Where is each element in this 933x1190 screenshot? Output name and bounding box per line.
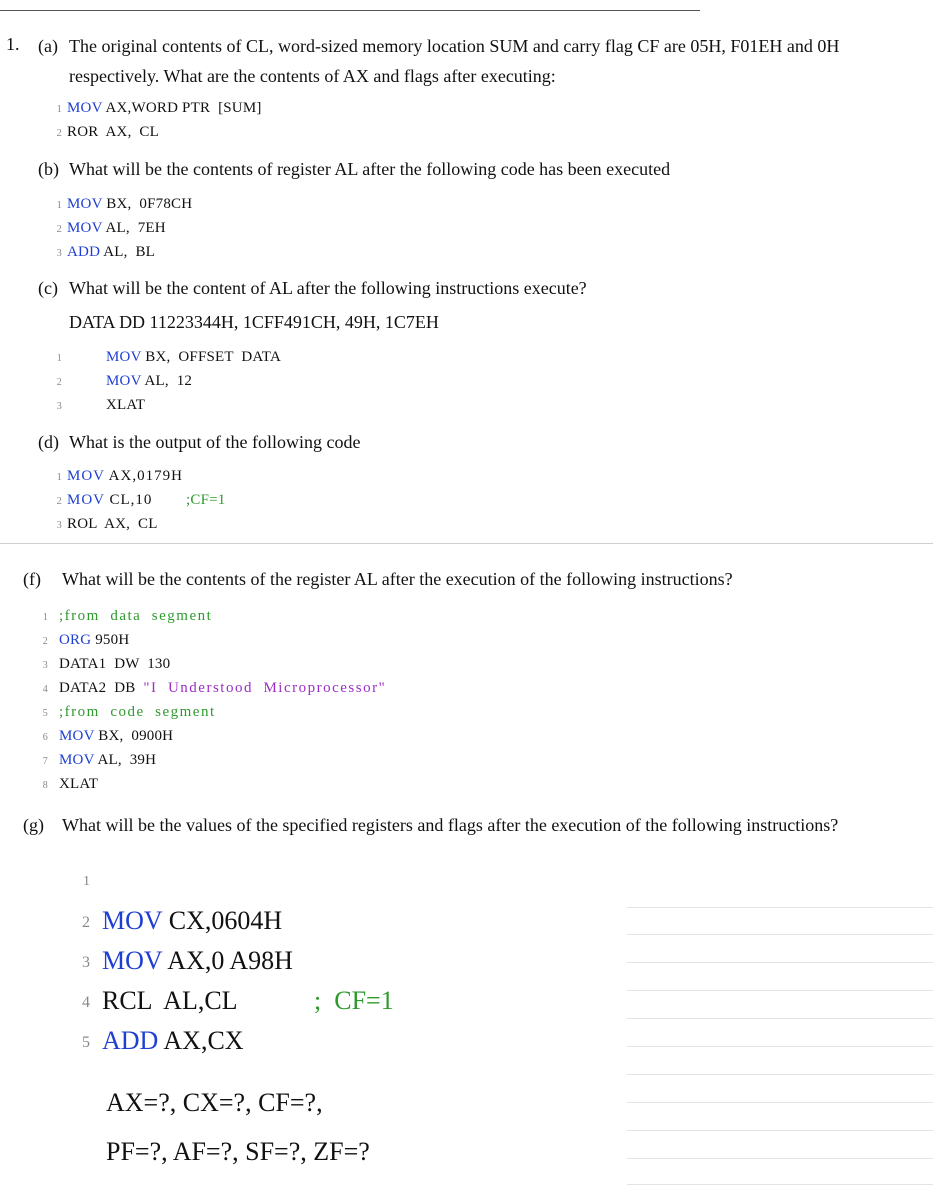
operands: AX,WORD PTR [SUM]: [102, 100, 262, 116]
operands: XLAT: [59, 776, 99, 792]
part-f-label: (f): [23, 569, 41, 589]
keyword: MOV: [59, 752, 95, 768]
line-number: 6: [42, 732, 48, 743]
line-number: 4: [82, 994, 90, 1011]
operands: CX,0604H: [162, 906, 283, 935]
keyword: MOV: [67, 468, 105, 484]
line-number: 2: [42, 636, 48, 647]
keyword: MOV: [67, 492, 105, 508]
code-line: [40, 194, 440, 214]
code-line: [30, 678, 530, 698]
comment: ; CF=1: [314, 986, 394, 1015]
line-number: 5: [82, 1034, 90, 1051]
string-literal: "I Understood Microprocessor": [143, 680, 387, 696]
line-number: 1: [83, 874, 90, 889]
code-line: [60, 906, 620, 942]
line-number: 8: [42, 780, 48, 791]
part-g-label: (g): [23, 815, 44, 835]
keyword: ADD: [67, 244, 101, 260]
answer-line: [627, 934, 933, 935]
operands: RCL AL,CL: [102, 986, 238, 1015]
code-line: [60, 1026, 620, 1062]
operands: DATA1 DW 130: [59, 656, 171, 672]
question-number: 1.: [6, 34, 20, 54]
line-number: 1: [42, 612, 48, 623]
code-line: [40, 218, 440, 238]
line-number: 3: [56, 248, 62, 259]
top-rule: [0, 10, 700, 11]
answer-line: [627, 1184, 933, 1185]
part-a-text-line1: The original contents of CL, word-sized memory location SUM and carry flag CF are 05H, F01EH and 0H: [69, 36, 840, 56]
operands: AL, 39H: [94, 752, 157, 768]
answer-line: [627, 962, 933, 963]
line-number: 3: [42, 660, 48, 671]
part-g-code: [60, 870, 620, 1080]
part-c-label: (c): [38, 278, 58, 298]
operands: AL, BL: [100, 244, 156, 260]
operands: ROL AX, CL: [67, 516, 158, 532]
answer-line: [627, 990, 933, 991]
answer-line: [627, 1046, 933, 1047]
code-line: [40, 242, 440, 262]
comment: ;CF=1: [186, 492, 226, 508]
keyword: MOV: [106, 349, 142, 365]
keyword: MOV: [67, 196, 103, 212]
code-line: [40, 347, 440, 367]
operands: DATA2 DB: [59, 680, 144, 696]
line-number: 1: [56, 472, 62, 483]
keyword: MOV: [102, 946, 163, 975]
part-c-code: [40, 347, 440, 415]
code-line: [30, 726, 530, 746]
operands: CL,10: [104, 492, 153, 508]
code-line: [30, 654, 530, 674]
line-number: 3: [56, 520, 62, 531]
operands: ROR AX, CL: [67, 124, 159, 140]
line-number: 1: [56, 353, 62, 364]
part-a-label: (a): [38, 36, 58, 56]
keyword: MOV: [59, 728, 95, 744]
code-line: [60, 946, 620, 982]
answer-line: [627, 1102, 933, 1103]
part-a-text-line2: respectively. What are the contents of AX and flags after executing:: [69, 66, 556, 86]
line-number: 5: [42, 708, 48, 719]
code-line: [30, 630, 530, 650]
answer-line: [627, 1158, 933, 1159]
part-g-text: What will be the values of the specified registers and flags after the execution of the following instructions?: [62, 815, 839, 835]
answer-line: [627, 907, 933, 908]
operands: BX, OFFSET DATA: [141, 349, 281, 365]
keyword: MOV: [102, 906, 163, 935]
code-line: [60, 986, 620, 1022]
keyword: MOV: [106, 373, 142, 389]
line-number: 2: [56, 128, 62, 139]
code-line: [40, 98, 440, 118]
comment: ;from data segment: [59, 608, 213, 624]
part-a-code: [40, 98, 440, 142]
code-line: [40, 395, 440, 415]
operands: AX,0179H: [104, 468, 183, 484]
line-number: 2: [82, 914, 90, 931]
line-number: 7: [42, 756, 48, 767]
line-number: 3: [56, 401, 62, 412]
operands: AX,CX: [158, 1026, 244, 1055]
operands: AL, 12: [141, 373, 193, 389]
operands: 950H: [91, 632, 130, 648]
part-d-code: [40, 466, 440, 534]
section-divider: [0, 543, 933, 544]
answer-line: [627, 1130, 933, 1131]
part-c-data-line: DATA DD 11223344H, 1CFF491CH, 49H, 1C7EH: [69, 312, 439, 332]
answer-line: [627, 1018, 933, 1019]
part-f-code: [30, 606, 530, 794]
keyword: MOV: [67, 100, 103, 116]
code-line: [40, 371, 440, 391]
part-c-text: What will be the content of AL after the following instructions execute?: [69, 278, 587, 298]
line-number: 1: [56, 200, 62, 211]
answer-line: [627, 1074, 933, 1075]
keyword: ORG: [59, 632, 92, 648]
part-g-answer-line2: PF=?, AF=?, SF=?, ZF=?: [106, 1137, 370, 1166]
line-number: 2: [56, 224, 62, 235]
comment: ;from code segment: [59, 704, 216, 720]
code-line: [40, 514, 440, 534]
part-d-label: (d): [38, 432, 59, 452]
line-number: 2: [56, 377, 62, 388]
line-number: 3: [82, 954, 90, 971]
code-line: [40, 122, 440, 142]
keyword: MOV: [67, 220, 103, 236]
part-d-text: What is the output of the following code: [69, 432, 361, 452]
line-number: 2: [56, 496, 62, 507]
operands: AX,0 A98H: [162, 946, 293, 975]
operands: BX, 0F78CH: [102, 196, 193, 212]
line-number: 4: [42, 684, 48, 695]
operands: AL, 7EH: [102, 220, 166, 236]
code-line: [40, 466, 440, 486]
operands: XLAT: [106, 397, 146, 413]
keyword: ADD: [102, 1026, 159, 1055]
code-line: [30, 606, 530, 626]
part-g-answer-line1: AX=?, CX=?, CF=?,: [106, 1088, 323, 1117]
code-line: [40, 490, 440, 510]
code-line: [30, 774, 530, 794]
part-b-label: (b): [38, 159, 59, 179]
line-number: 1: [56, 104, 62, 115]
code-line: [30, 702, 530, 722]
part-f-text: What will be the contents of the register AL after the execution of the following instructions?: [62, 569, 733, 589]
code-line: [30, 750, 530, 770]
operands: BX, 0900H: [94, 728, 174, 744]
part-b-text: What will be the contents of register AL after the following code has been executed: [69, 159, 671, 179]
part-b-code: [40, 194, 440, 262]
